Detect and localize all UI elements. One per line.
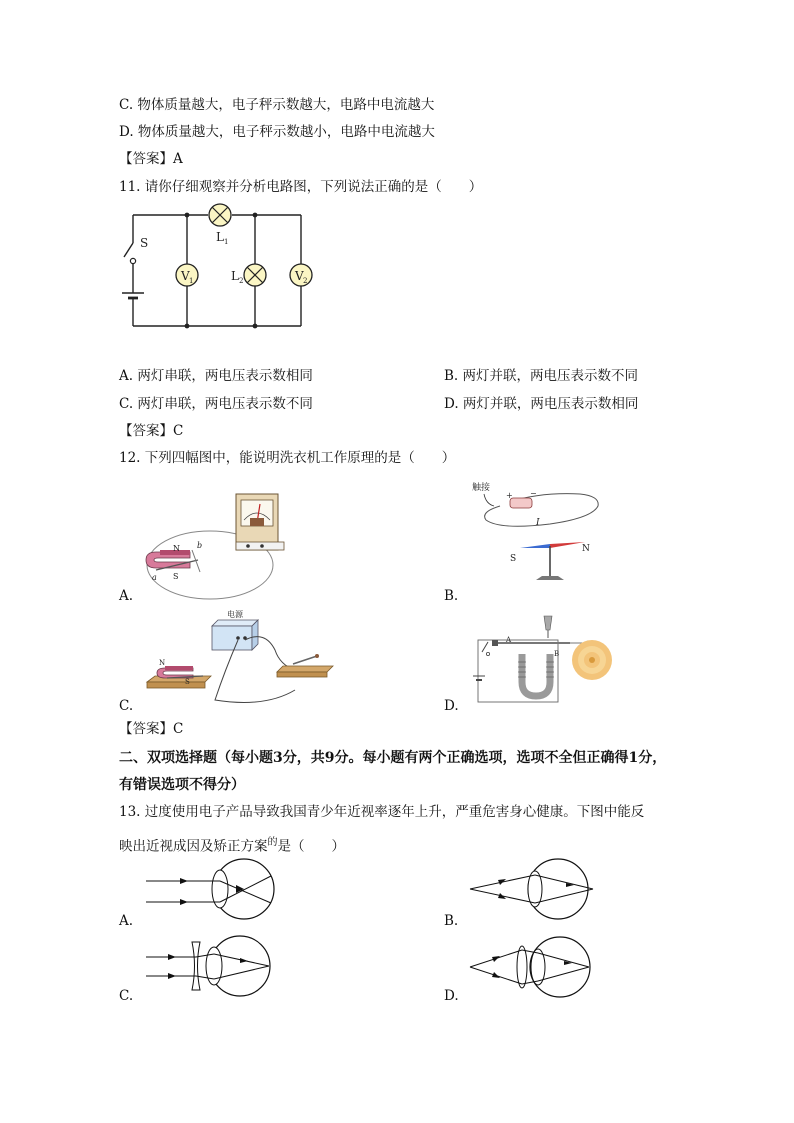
switch-label: S <box>140 236 149 250</box>
lamp-l2-icon <box>244 264 266 286</box>
svg-text:N: N <box>173 544 180 553</box>
q13-option-c: C. <box>119 988 134 1004</box>
q12-option-a: A. <box>119 588 134 604</box>
q12-option-b: B. <box>444 588 459 604</box>
svg-text:b: b <box>197 541 203 550</box>
voltmeter-v1-icon <box>176 264 198 286</box>
svg-text:2: 2 <box>239 277 244 285</box>
q10-answer: 【答案】A <box>119 151 183 167</box>
q10-option-c: C. 物体质量越大，电子秤示数越大，电路中电流越大 <box>119 97 435 113</box>
lamp1-label: L <box>216 230 224 244</box>
svg-text:a: a <box>152 573 157 582</box>
svg-text:A: A <box>506 636 512 644</box>
svg-text:2: 2 <box>303 277 308 285</box>
q11-answer: 【答案】C <box>119 423 184 439</box>
q11-circuit-diagram <box>120 205 310 335</box>
q11-option-d: D. 两灯并联，两电压表示数相同 <box>444 396 639 412</box>
svg-text:I: I <box>536 518 540 528</box>
svg-text:触接: 触接 <box>472 483 491 493</box>
q12-answer: 【答案】C <box>119 721 184 737</box>
galvanometer-icon <box>236 494 284 550</box>
bell-gong-icon <box>572 640 612 680</box>
q13-eye-diagram-b <box>468 858 608 920</box>
svg-text:B: B <box>554 650 560 658</box>
svg-text:S: S <box>510 554 517 564</box>
q12-stem: 12. 下列四幅图中，能说明洗衣机工作原理的是（ ） <box>119 450 456 466</box>
q12-figure-c <box>145 610 335 710</box>
svg-text:1: 1 <box>189 277 194 285</box>
svg-text:−: − <box>530 489 537 498</box>
q11-stem: 11. 请你仔细观察并分析电路图，下列说法正确的是（ ） <box>119 179 483 195</box>
q11-option-b: B. 两灯并联，两电压表示数不同 <box>444 368 639 384</box>
lamp2-label: L <box>231 269 239 283</box>
q12-figure-a <box>140 490 290 600</box>
section2-heading-line2: 有错误选项不得分） <box>119 777 245 793</box>
svg-text:1: 1 <box>224 238 229 246</box>
lamp-l1-icon <box>209 204 231 226</box>
q11-option-a: A. 两灯串联，两电压表示数相同 <box>119 368 313 384</box>
power-supply-icon <box>212 620 258 650</box>
electromagnet-icon <box>518 654 554 696</box>
q12-option-d: D. <box>444 698 459 714</box>
q12-option-c: C. <box>119 698 134 714</box>
horseshoe-magnet-icon <box>146 550 190 568</box>
q12-figure-d <box>470 612 620 707</box>
svg-text:V: V <box>181 269 190 283</box>
svg-text:N: N <box>159 659 166 667</box>
q11-option-c: C. 两灯串联，两电压表示数不同 <box>119 396 313 412</box>
q13-eye-diagram-d <box>468 936 608 998</box>
voltmeter-v2-icon <box>290 264 312 286</box>
svg-text:S: S <box>185 678 190 686</box>
svg-text:N: N <box>582 544 590 554</box>
q13-option-a: A. <box>119 913 134 929</box>
q13-stem-line2: 映出近视成因及矫正方案$^的$是（ ） <box>119 837 345 855</box>
svg-text:电源: 电源 <box>227 610 243 619</box>
compass-needle-icon <box>520 542 585 580</box>
q13-option-d: D. <box>444 988 459 1004</box>
q13-option-b: B. <box>444 913 459 929</box>
battery-icon <box>510 498 532 508</box>
q13-eye-diagram-a <box>140 858 280 920</box>
svg-text:S: S <box>173 572 179 581</box>
svg-text:V: V <box>295 269 304 283</box>
q10-option-d: D. 物体质量越大，电子秤示数越小，电路中电流越大 <box>119 124 435 140</box>
svg-text:+: + <box>506 491 513 500</box>
q12-figure-b <box>470 478 620 588</box>
q13-stem-line1: 13. 过度使用电子产品导致我国青少年近视率逐年上升，严重危害身心健康。下图中能反 <box>119 804 645 820</box>
q13-eye-diagram-c <box>140 934 280 998</box>
section2-heading-line1: 二、双项选择题（每小题3分，共9分。每小题有两个正确选项，选项不全但正确得1分， <box>119 750 667 766</box>
